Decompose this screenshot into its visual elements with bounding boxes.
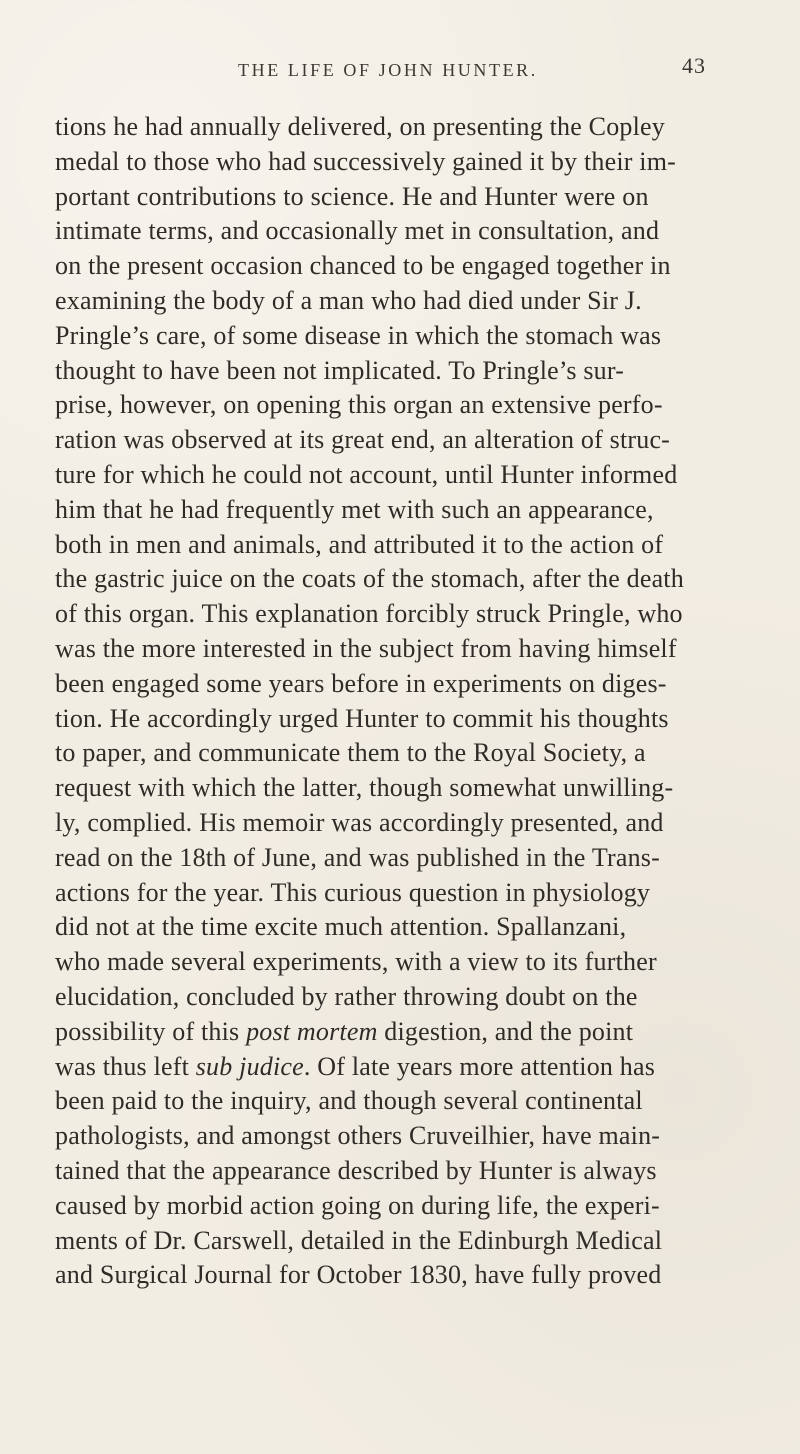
text-line: ture for which he could not account, until Hunter informed bbox=[55, 459, 678, 489]
text-line: elucidation, concluded by rather throwing doubt on the bbox=[55, 981, 638, 1011]
text-line: thought to have been not implicated. To Pringle’s sur- bbox=[55, 355, 625, 385]
text-line: the gastric juice on the coats of the stomach, after the death bbox=[55, 564, 684, 594]
text-line: of this organ. This explanation forcibly struck Pringle, who bbox=[55, 599, 683, 629]
text-line: pathologists, and amongst others Cruveilhier, have main- bbox=[55, 1121, 661, 1151]
text-line: intimate terms, and occasionally met in consultation, and bbox=[55, 216, 660, 246]
text-line: tions he had annually delivered, on presenting the Copley bbox=[55, 112, 665, 141]
text-line bbox=[55, 1050, 770, 1085]
text-segment: was thus left bbox=[55, 1051, 196, 1081]
body-text bbox=[55, 110, 770, 1293]
text-line: was the more interested in the subject from having himself bbox=[55, 633, 677, 663]
text-line: who made several experiments, with a view to its further bbox=[55, 947, 657, 977]
text-line: prise, however, on opening this organ an extensive perfo- bbox=[55, 390, 663, 420]
text-line: ments of Dr. Carswell, detailed in the Edinburgh Medical bbox=[55, 1225, 663, 1255]
text-line: tion. He accordingly urged Hunter to commit his thoughts bbox=[55, 703, 669, 733]
text-line: on the present occasion chanced to be engaged together in bbox=[55, 251, 671, 281]
text-line: read on the 18th of June, and was published in the Trans- bbox=[55, 842, 660, 872]
page-number: 43 bbox=[682, 53, 706, 78]
text-line: both in men and animals, and attributed it to the action of bbox=[55, 529, 664, 559]
running-head: THE LIFE OF JOHN HUNTER. bbox=[238, 60, 538, 80]
text-line: ly, complied. His memoir was accordingly presented, and bbox=[55, 807, 664, 837]
page-header bbox=[0, 52, 800, 92]
italic-phrase: sub judice bbox=[195, 1051, 304, 1081]
text-line: did not at the time excite much attention. Spallanzani, bbox=[55, 912, 627, 942]
text-line: portant contributions to science. He and Hunter were on bbox=[55, 181, 649, 211]
text-line: and Surgical Journal for October 1830, have fully proved bbox=[55, 1260, 662, 1290]
text-line: caused by morbid action going on during life, the experi- bbox=[55, 1190, 660, 1220]
text-line: Pringle’s care, of some disease in which the stomach was bbox=[55, 320, 662, 350]
text-segment: possibility of this bbox=[55, 1016, 247, 1046]
text-line: tained that the appearance described by Hunter is always bbox=[55, 1155, 657, 1185]
italic-phrase: post mortem bbox=[246, 1016, 378, 1046]
text-segment: . Of late years more attention has bbox=[303, 1051, 656, 1081]
text-line: ration was observed at its great end, an alteration of struc- bbox=[55, 425, 671, 455]
text-line: been paid to the inquiry, and though several continental bbox=[55, 1086, 643, 1116]
text-line: been engaged some years before in experiments on diges- bbox=[55, 668, 667, 698]
text-line: examining the body of a man who had died under Sir J. bbox=[55, 285, 642, 315]
text-line: request with which the latter, though somewhat unwilling- bbox=[55, 773, 674, 803]
text-line bbox=[55, 1015, 770, 1050]
text-line: medal to those who had successively gained it by their im- bbox=[55, 146, 677, 176]
text-line: actions for the year. This curious question in physiology bbox=[55, 877, 651, 907]
text-segment: digestion, and the point bbox=[377, 1016, 634, 1046]
text-line: to paper, and communicate them to the Royal Society, a bbox=[55, 738, 646, 768]
text-line: him that he had frequently met with such an appearance, bbox=[55, 494, 654, 524]
